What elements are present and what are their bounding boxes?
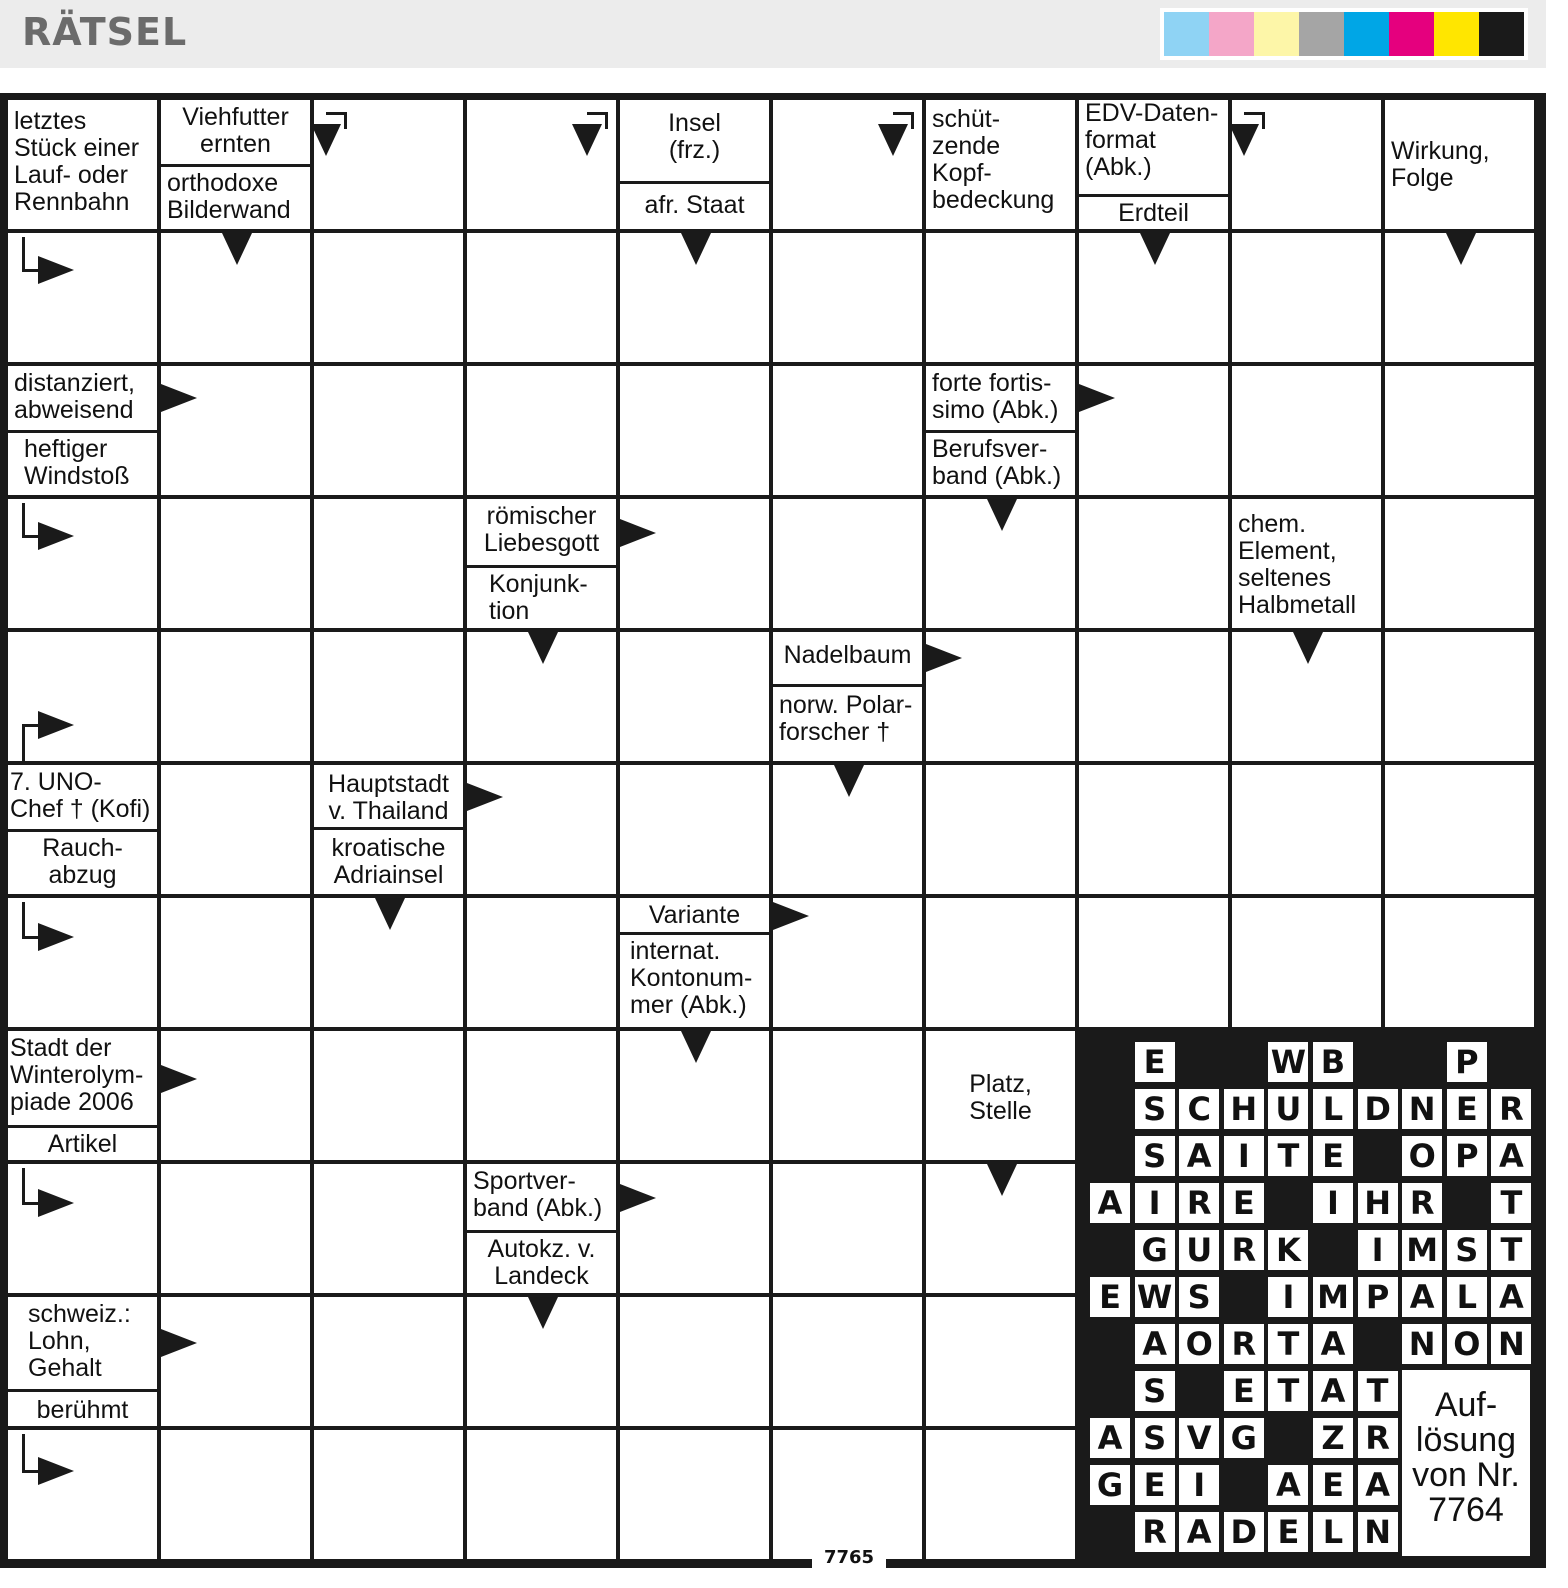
- solution-black-cell: [1090, 1324, 1130, 1364]
- solution-letter: I: [1358, 1230, 1398, 1270]
- grid-cell[interactable]: [620, 765, 773, 898]
- solution-letter: U: [1268, 1089, 1308, 1129]
- arrow-down-icon: [1229, 124, 1259, 156]
- puzzle-number: 7765: [812, 1544, 886, 1568]
- solution-black-cell: [1090, 1371, 1130, 1411]
- clue-cell: römischer Liebesgott: [483, 502, 600, 557]
- solution-letter: G: [1224, 1418, 1264, 1458]
- solution-letter: P: [1447, 1136, 1487, 1176]
- arrow-right-icon: [38, 1189, 74, 1217]
- solution-letter: T: [1268, 1136, 1308, 1176]
- solution-letter: E: [1313, 1465, 1353, 1505]
- solution-letter: Z: [1313, 1418, 1353, 1458]
- grid-cell[interactable]: [620, 632, 773, 765]
- arrow-right-icon: [38, 1457, 74, 1485]
- solution-letter: P: [1447, 1042, 1487, 1082]
- solution-black-cell: [1090, 1512, 1130, 1552]
- arrow-down-icon: [681, 1031, 711, 1063]
- color-swatch: [1434, 12, 1479, 56]
- arrow-down-icon: [375, 898, 405, 930]
- solution-letter: A: [1090, 1418, 1130, 1458]
- solution-black-cell: [1224, 1042, 1264, 1082]
- solution-letter: W: [1135, 1277, 1175, 1317]
- solution-letter: E: [1268, 1512, 1308, 1552]
- arrow-down-icon: [311, 124, 341, 156]
- solution-letter: A: [1179, 1136, 1219, 1176]
- solution-letter: N: [1402, 1324, 1442, 1364]
- solution-letter: A: [1402, 1277, 1442, 1317]
- solution-black-cell: [1491, 1042, 1531, 1082]
- arrow-right-icon: [38, 923, 74, 951]
- solution-letter: P: [1358, 1277, 1398, 1317]
- solution-black-cell: [1179, 1371, 1219, 1411]
- clue-cell: chem. Element, seltenes Halbmetall: [1238, 510, 1357, 619]
- color-swatch: [1254, 12, 1299, 56]
- solution-black-cell: [1268, 1418, 1308, 1458]
- solution-letter: N: [1402, 1089, 1442, 1129]
- solution-letter: I: [1135, 1183, 1175, 1223]
- grid-cell[interactable]: [926, 765, 1079, 898]
- solution-black-cell: [1090, 1089, 1130, 1129]
- grid-cell[interactable]: [314, 1430, 467, 1563]
- solution-letter: T: [1358, 1371, 1398, 1411]
- solution-letter: O: [1402, 1136, 1442, 1176]
- grid-cell[interactable]: [773, 1164, 926, 1297]
- grid-cell[interactable]: [1385, 499, 1538, 632]
- solution-letter: R: [1358, 1418, 1398, 1458]
- grid-cell[interactable]: [467, 1430, 620, 1563]
- clue-cell: distanziert, abweisend: [14, 369, 135, 424]
- arrow-down-icon: [878, 124, 908, 156]
- solution-letter: N: [1358, 1512, 1398, 1552]
- color-swatch: [1389, 12, 1434, 56]
- grid-cell[interactable]: [314, 233, 467, 366]
- clue-cell: forte fortis- simo (Abk.): [932, 369, 1059, 424]
- arrow-right-icon: [926, 644, 962, 672]
- clue-cell: kroatische Adriainsel: [331, 834, 446, 889]
- grid-cell[interactable]: [1079, 765, 1232, 898]
- grid-cell[interactable]: [314, 366, 467, 499]
- solution-letter: E: [1135, 1042, 1175, 1082]
- grid-cell[interactable]: [773, 1031, 926, 1164]
- clue-cell: letztes Stück einer Lauf- oder Rennbahn: [14, 107, 140, 216]
- grid-cell[interactable]: [161, 765, 314, 898]
- clue-cell: EDV-Daten- format (Abk.): [1085, 99, 1219, 181]
- arrow-down-icon: [528, 1297, 558, 1329]
- grid-cell[interactable]: [926, 1430, 1079, 1563]
- clue-cell: Hauptstadt v. Thailand: [328, 770, 449, 825]
- header-bar: [0, 0, 1546, 68]
- grid-cell[interactable]: [773, 366, 926, 499]
- solution-letter: T: [1268, 1324, 1308, 1364]
- solution-letter: D: [1224, 1512, 1264, 1552]
- arrow-right-icon: [38, 711, 74, 739]
- clue-cell: Autokz. v. Landeck: [487, 1235, 596, 1290]
- solution-letter: D: [1358, 1089, 1398, 1129]
- solution-letter: L: [1447, 1277, 1487, 1317]
- clue-cell: Platz, Stelle: [969, 1070, 1032, 1125]
- solution-letter: T: [1491, 1183, 1531, 1223]
- solution-letter: A: [1268, 1465, 1308, 1505]
- solution-letter: A: [1090, 1183, 1130, 1223]
- grid-cell[interactable]: [1385, 898, 1538, 1031]
- solution-letter: A: [1491, 1277, 1531, 1317]
- solution-note: Auf- lösung von Nr. 7764: [1402, 1370, 1530, 1556]
- solution-letter: A: [1491, 1136, 1531, 1176]
- grid-cell[interactable]: [161, 1031, 314, 1164]
- clue-cell: afr. Staat: [644, 191, 745, 219]
- grid-cell[interactable]: [314, 499, 467, 632]
- arrow-down-icon: [572, 124, 602, 156]
- clue-cell: internat. Kontonum- mer (Abk.): [630, 937, 753, 1019]
- solution-letter: I: [1268, 1277, 1308, 1317]
- arrow-right-icon: [620, 519, 656, 547]
- grid-cell[interactable]: [161, 632, 314, 765]
- clue-cell: berühmt: [36, 1396, 129, 1424]
- solution-letter: L: [1313, 1512, 1353, 1552]
- arrow-down-icon: [222, 233, 252, 265]
- solution-letter: A: [1313, 1371, 1353, 1411]
- solution-letter: M: [1313, 1277, 1353, 1317]
- grid-cell[interactable]: [620, 366, 773, 499]
- solution-letter: I: [1224, 1136, 1264, 1176]
- grid-cell[interactable]: [773, 233, 926, 366]
- solution-letter: R: [1179, 1183, 1219, 1223]
- arrow-right-icon: [38, 522, 74, 550]
- grid-cell[interactable]: [314, 632, 467, 765]
- arrow-down-icon: [1140, 233, 1170, 265]
- grid-cell[interactable]: [620, 1297, 773, 1430]
- solution-black-cell: [1313, 1230, 1353, 1270]
- solution-letter: E: [1135, 1465, 1175, 1505]
- solution-black-cell: [1268, 1183, 1308, 1223]
- solution-black-cell: [1224, 1465, 1264, 1505]
- solution-letter: H: [1224, 1089, 1264, 1129]
- grid-cell[interactable]: [1385, 366, 1538, 499]
- grid-cell[interactable]: [1079, 499, 1232, 632]
- solution-black-cell: [1090, 1230, 1130, 1270]
- solution-letter: H: [1358, 1183, 1398, 1223]
- grid-cell[interactable]: [314, 1164, 467, 1297]
- solution-black-cell: [1358, 1042, 1398, 1082]
- grid-cell[interactable]: [467, 366, 620, 499]
- clue-cell: Variante: [648, 901, 741, 929]
- solution-letter: A: [1135, 1324, 1175, 1364]
- clue-cell: Nadelbaum: [783, 641, 912, 669]
- color-swatch: [1164, 12, 1209, 56]
- solution-letter: A: [1313, 1324, 1353, 1364]
- solution-letter: L: [1313, 1089, 1353, 1129]
- arrow-down-icon: [1446, 233, 1476, 265]
- grid-cell[interactable]: [161, 898, 314, 1031]
- solution-letter: O: [1179, 1324, 1219, 1364]
- grid-cell[interactable]: [1385, 765, 1538, 898]
- color-swatch: [1299, 12, 1344, 56]
- grid-cell[interactable]: [1079, 898, 1232, 1031]
- clue-cell: Wirkung, Folge: [1391, 137, 1490, 192]
- grid-cell[interactable]: [1079, 632, 1232, 765]
- color-swatch: [1209, 12, 1254, 56]
- clue-cell: heftiger Windstoß: [24, 435, 130, 490]
- solution-letter: R: [1491, 1089, 1531, 1129]
- solution-black-cell: [1224, 1277, 1264, 1317]
- solution-letter: B: [1313, 1042, 1353, 1082]
- solution-letter: U: [1179, 1230, 1219, 1270]
- clue-divider: [8, 1389, 157, 1392]
- solution-letter: S: [1179, 1277, 1219, 1317]
- grid-cell[interactable]: [773, 499, 926, 632]
- solution-letter: R: [1402, 1183, 1442, 1223]
- grid-cell[interactable]: [161, 1164, 314, 1297]
- grid-cell[interactable]: [620, 1430, 773, 1563]
- arrow-down-icon: [987, 1164, 1017, 1196]
- solution-letter: N: [1491, 1324, 1531, 1364]
- grid-cell[interactable]: [926, 233, 1079, 366]
- color-calibration-bar: [1160, 8, 1528, 60]
- clue-cell: Sportver- band (Abk.): [473, 1167, 603, 1222]
- solution-letter: T: [1491, 1230, 1531, 1270]
- solution-letter: R: [1224, 1230, 1264, 1270]
- arrow-right-icon: [161, 384, 197, 412]
- solution-black-cell: [1402, 1042, 1442, 1082]
- solution-black-cell: [1358, 1136, 1398, 1176]
- grid-cell[interactable]: [1232, 233, 1385, 366]
- clue-divider: [314, 827, 463, 830]
- solution-letter: E: [1090, 1277, 1130, 1317]
- arrow-down-icon: [834, 765, 864, 797]
- clue-cell: norw. Polar- forscher †: [779, 691, 913, 746]
- solution-letter: S: [1135, 1136, 1175, 1176]
- clue-cell: Artikel: [47, 1130, 118, 1158]
- arrow-right-icon: [161, 1329, 197, 1357]
- clue-cell: schweiz.: Lohn, Gehalt: [28, 1300, 131, 1382]
- clue-cell: Viehfutter ernten: [182, 103, 289, 158]
- grid-cell[interactable]: [467, 898, 620, 1031]
- clue-cell: Insel (frz.): [668, 109, 721, 164]
- solution-letter: E: [1224, 1183, 1264, 1223]
- clue-cell: orthodoxe Bilderwand: [167, 169, 291, 224]
- solution-black-cell: [1179, 1042, 1219, 1082]
- solution-black-cell: [1090, 1136, 1130, 1176]
- solution-letter: E: [1447, 1089, 1487, 1129]
- arrow-right-icon: [620, 1184, 656, 1212]
- page-title: RÄTSEL: [22, 10, 188, 54]
- grid-cell[interactable]: [773, 1297, 926, 1430]
- arrow-down-icon: [681, 233, 711, 265]
- solution-letter: S: [1447, 1230, 1487, 1270]
- arrow-right-icon: [773, 902, 809, 930]
- grid-cell[interactable]: [926, 1297, 1079, 1430]
- grid-cell[interactable]: [926, 898, 1079, 1031]
- arrow-down-icon: [528, 632, 558, 664]
- clue-cell: Konjunk- tion: [489, 570, 588, 625]
- arrow-right-icon: [467, 783, 503, 811]
- solution-letter: O: [1447, 1324, 1487, 1364]
- solution-black-cell: [1447, 1183, 1487, 1223]
- solution-letter: R: [1224, 1324, 1264, 1364]
- arrow-down-icon: [987, 499, 1017, 531]
- solution-letter: C: [1179, 1089, 1219, 1129]
- solution-letter: G: [1090, 1465, 1130, 1505]
- grid-cell[interactable]: [1385, 632, 1538, 765]
- clue-cell: Erdteil: [1118, 199, 1189, 227]
- solution-letter: E: [1313, 1136, 1353, 1176]
- solution-letter: T: [1268, 1371, 1308, 1411]
- solution-letter: I: [1179, 1465, 1219, 1505]
- solution-letter: W: [1268, 1042, 1308, 1082]
- solution-letter: I: [1313, 1183, 1353, 1223]
- color-swatch: [1479, 12, 1524, 56]
- clue-cell: 7. UNO- Chef † (Kofi): [10, 768, 151, 823]
- clue-divider: [620, 181, 769, 184]
- solution-letter: M: [1402, 1230, 1442, 1270]
- solution-letter: R: [1135, 1512, 1175, 1552]
- grid-cell[interactable]: [467, 1031, 620, 1164]
- solution-letter: V: [1179, 1418, 1219, 1458]
- clue-cell: schüt- zende Kopf- bedeckung: [932, 105, 1055, 214]
- color-swatch: [1344, 12, 1389, 56]
- solution-letter: A: [1358, 1465, 1398, 1505]
- grid-cell[interactable]: [161, 499, 314, 632]
- solution-letter: S: [1135, 1371, 1175, 1411]
- grid-cell[interactable]: [467, 233, 620, 366]
- grid-cell[interactable]: [161, 1430, 314, 1563]
- grid-cell[interactable]: [161, 1297, 314, 1430]
- arrow-right-icon: [1079, 384, 1115, 412]
- arrow-right-icon: [38, 256, 74, 284]
- grid-cell[interactable]: [1232, 765, 1385, 898]
- arrow-right-icon: [161, 1065, 197, 1093]
- grid-cell[interactable]: [1232, 898, 1385, 1031]
- arrow-down-icon: [1293, 632, 1323, 664]
- grid-cell[interactable]: [1232, 366, 1385, 499]
- solution-black-cell: [1090, 1042, 1130, 1082]
- grid-cell[interactable]: [314, 1297, 467, 1430]
- clue-cell: Rauch- abzug: [42, 834, 123, 889]
- solution-black-cell: [1358, 1324, 1398, 1364]
- solution-letter: A: [1179, 1512, 1219, 1552]
- clue-cell: Stadt der Winterolym- piade 2006: [10, 1034, 144, 1116]
- solution-letter: S: [1135, 1089, 1175, 1129]
- clue-divider: [773, 684, 922, 687]
- clue-cell: Berufsver- band (Abk.): [932, 435, 1062, 490]
- solution-letter: G: [1135, 1230, 1175, 1270]
- solution-letter: E: [1224, 1371, 1264, 1411]
- solution-letter: S: [1135, 1418, 1175, 1458]
- grid-cell[interactable]: [314, 1031, 467, 1164]
- solution-letter: K: [1268, 1230, 1308, 1270]
